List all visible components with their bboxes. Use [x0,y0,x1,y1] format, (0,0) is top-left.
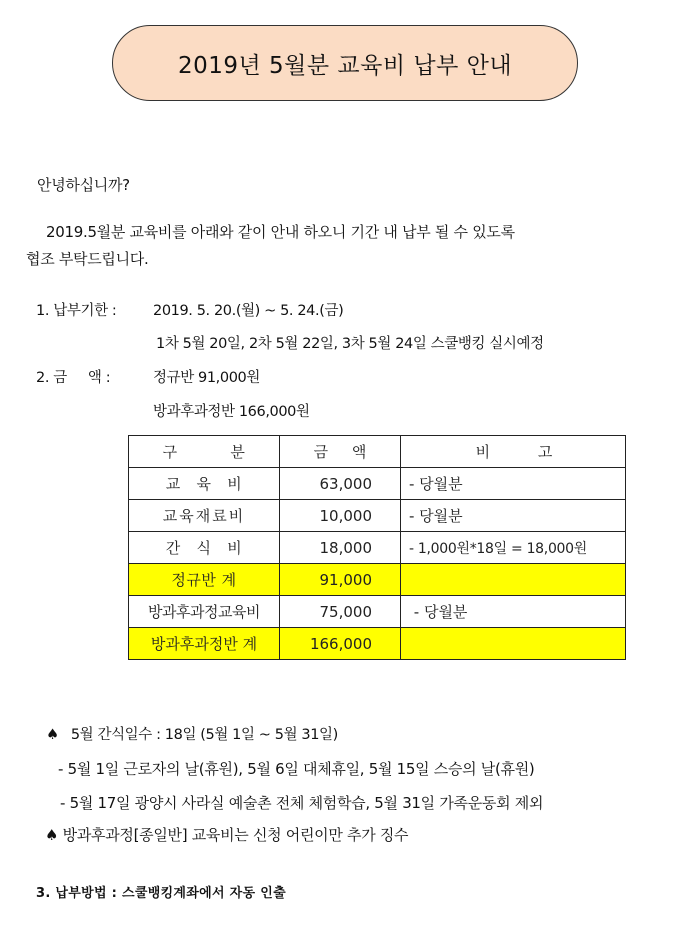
row-item: 간 식 비 [129,532,280,564]
greeting: 안녕하십니까? [37,176,130,194]
table-row-subtotal-regular [129,564,626,596]
row-amount: 75,000 [280,596,401,628]
schoolbanking-schedule: 1차 5월 20일, 2차 5월 22일, 3차 5월 24일 스쿨뱅킹 실시예정 [156,336,544,352]
row-item: 방과후과정교육비 [129,596,280,628]
exclusion-note-1: - 5월 1일 근로자의 날(휴원), 5월 6일 대체휴일, 5월 15일 스승의 날(휴원) [58,760,535,778]
header-note: 비 고 [401,436,626,468]
row-item: 교육재료비 [129,500,280,532]
row-item: 정규반 계 [129,564,280,596]
spade-bullet-icon: ♠ [45,826,59,844]
row-amount: 10,000 [280,500,401,532]
table-row [129,532,626,564]
regular-class-amount: 정규반 91,000원 [153,370,260,386]
intro-line-2: 협조 부탁드립니다. [26,250,149,268]
row-amount: 63,000 [280,468,401,500]
payment-method: 3. 납부방법 : 스쿨뱅킹계좌에서 자동 인출 [36,886,286,901]
table-row [129,500,626,532]
row-amount: 91,000 [280,564,401,596]
exclusion-note-2: - 5월 17일 광양시 사라실 예술촌 전체 체험학습, 5월 31일 가족운동회 제외 [60,794,544,812]
header-amount: 금 액 [280,436,401,468]
document-title: 2019년 5월분 교육비 납부 안내 [177,52,513,79]
document-title-banner [112,25,578,101]
table-row [129,468,626,500]
row-note: - 당월분 [401,596,626,628]
row-note: - 당월분 [401,468,626,500]
fee-table [128,435,626,660]
row-amount: 18,000 [280,532,401,564]
section1-label: 1. 납부기한 : [36,303,117,319]
row-note: - 1,000원*18일 = 18,000원 [401,532,626,564]
table-row-subtotal-afterschool [129,628,626,660]
intro-line-1: 2019.5월분 교육비를 아래와 같이 안내 하오니 기간 내 납부 될 수 있도록 [46,223,515,241]
payment-period: 2019. 5. 20.(월) ~ 5. 24.(금) [153,303,344,319]
snack-days-note: ♠ 5월 간식일수 : 18일 (5월 1일 ~ 5월 31일) [46,727,338,743]
row-note: - 당월분 [401,500,626,532]
table-row [129,596,626,628]
spade-bullet-icon: ♠ [46,727,59,743]
row-note [401,628,626,660]
header-category: 구 분 [129,436,280,468]
row-item: 교 육 비 [129,468,280,500]
section2-label: 2. 금 액 : [36,370,111,386]
afterschool-note: ♠ 방과후과정[종일반] 교육비는 신청 어린이만 추가 징수 [45,826,409,844]
afterschool-class-amount: 방과후과정반 166,000원 [153,404,310,420]
row-note [401,564,626,596]
row-item: 방과후과정반 계 [129,628,280,660]
row-amount: 166,000 [280,628,401,660]
table-header-row [129,436,626,468]
